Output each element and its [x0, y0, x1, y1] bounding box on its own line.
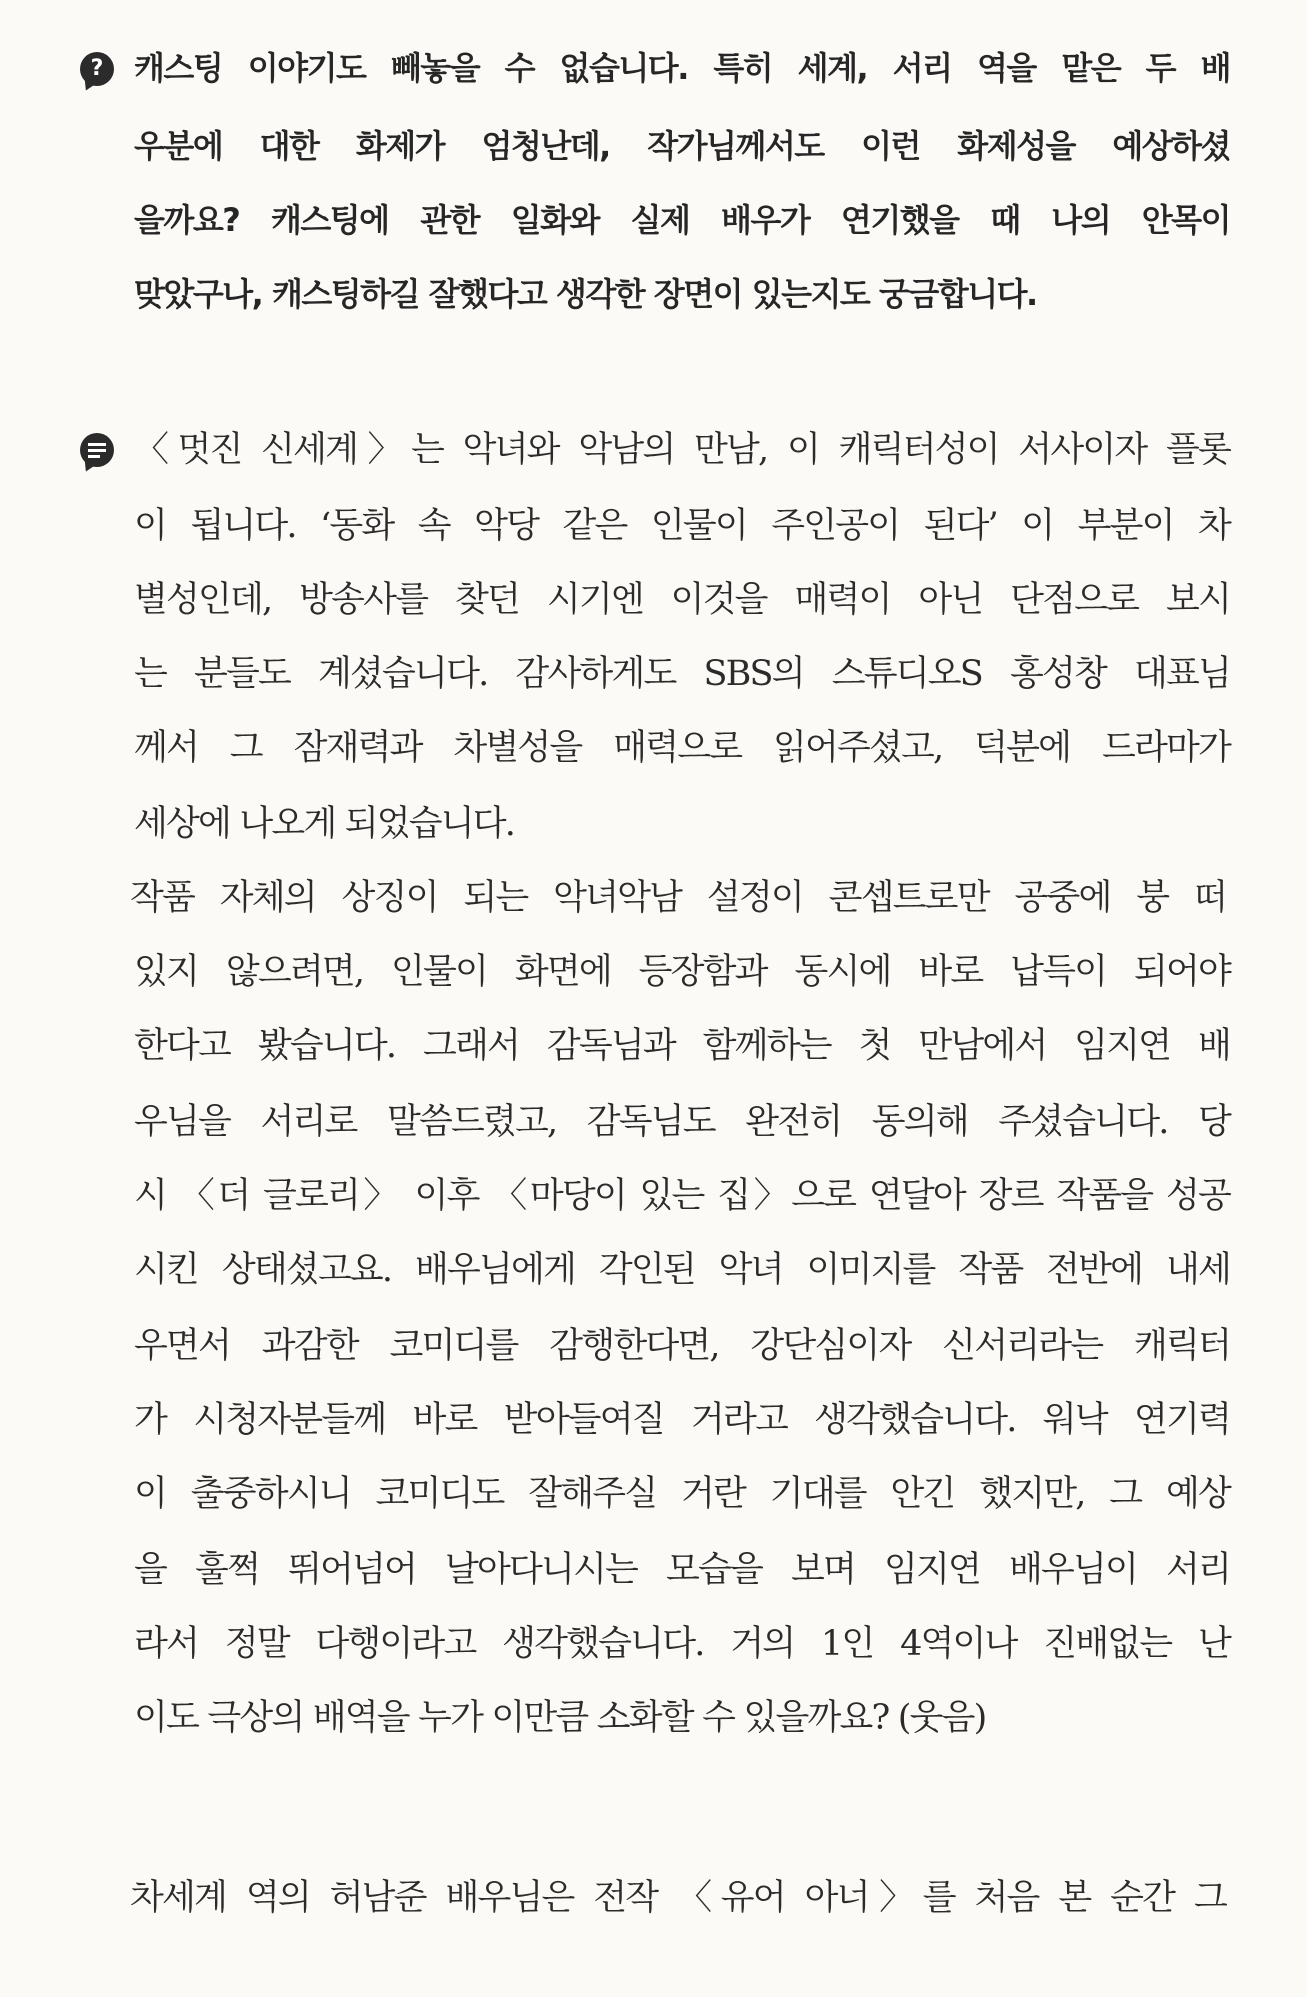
answer-bubble-icon — [80, 433, 114, 467]
answer-line: 라서 정말 다행이라고 생각했습니다. 거의 1인 4역이나 진배없는 난 — [134, 1624, 1230, 1664]
answer-line: 별성인데, 방송사를 찾던 시기엔 이것을 매력이 아닌 단점으로 보시 — [134, 580, 1230, 620]
answer-line: 이도 극상의 배역을 누가 이만큼 소화할 수 있을까요? (웃음) — [134, 1698, 986, 1738]
answer-line: 을 훌쩍 뛰어넘어 날아다니시는 모습을 보며 임지연 배우님이 서리 — [134, 1550, 1230, 1590]
answer-line: 〈멋진 신세계〉는 악녀와 악남의 만남, 이 캐릭터성이 서사이자 플롯 — [134, 430, 1230, 470]
answer-line: 이 됩니다. ‘동화 속 악당 같은 인물이 주인공이 된다’ 이 부분이 차 — [134, 506, 1230, 546]
answer-line: 시 〈더 글로리〉 이후 〈마당이 있는 집〉으로 연달아 장르 작품을 성공 — [134, 1176, 1230, 1216]
answer-line: 있지 않으려면, 인물이 화면에 등장함과 동시에 바로 납득이 되어야 — [134, 952, 1230, 992]
answer-line: 이 출중하시니 코미디도 잘해주실 거란 기대를 안긴 했지만, 그 예상 — [134, 1474, 1230, 1514]
answer-line: 한다고 봤습니다. 그래서 감독님과 함께하는 첫 만남에서 임지연 배 — [134, 1026, 1230, 1066]
answer-line: 작품 자체의 상징이 되는 악녀악남 설정이 콘셉트로만 공중에 붕 떠 — [130, 878, 1226, 918]
answer-line: 세상에 나오게 되었습니다. — [134, 804, 515, 844]
question-line: 을까요? 캐스팅에 관한 일화와 실제 배우가 연기했을 때 나의 안목이 — [134, 201, 1230, 239]
question-bubble-icon — [80, 52, 114, 86]
question-mark-glyph: ? — [90, 56, 104, 81]
question-line: 캐스팅 이야기도 빼놓을 수 없습니다. 특히 세계, 서리 역을 맡은 두 배 — [134, 49, 1230, 87]
answer-line: 는 분들도 계셨습니다. 감사하게도 SBS의 스튜디오S 홍성창 대표님 — [134, 654, 1230, 694]
answer-line: 우님을 서리로 말씀드렸고, 감독님도 완전히 동의해 주셨습니다. 당 — [134, 1102, 1230, 1142]
answer-line: 께서 그 잠재력과 차별성을 매력으로 읽어주셨고, 덕분에 드라마가 — [134, 728, 1230, 768]
answer-line: 시킨 상태셨고요. 배우님에게 각인된 악녀 이미지를 작품 전반에 내세 — [134, 1250, 1230, 1290]
answer-line: 우면서 과감한 코미디를 감행한다면, 강단심이자 신서리라는 캐릭터 — [134, 1326, 1230, 1366]
answer-lines-glyph — [88, 442, 106, 458]
question-line: 우분에 대한 화제가 엄청난데, 작가님께서도 이런 화제성을 예상하셨 — [134, 127, 1230, 165]
question-line: 맞았구나, 캐스팅하길 잘했다고 생각한 장면이 있는지도 궁금합니다. — [134, 275, 1037, 313]
answer-line: 가 시청자분들께 바로 받아들여질 거라고 생각했습니다. 워낙 연기력 — [134, 1400, 1230, 1440]
answer-line: 차세계 역의 허남준 배우님은 전작 〈유어 아너〉를 처음 본 순간 그 — [130, 1878, 1226, 1918]
